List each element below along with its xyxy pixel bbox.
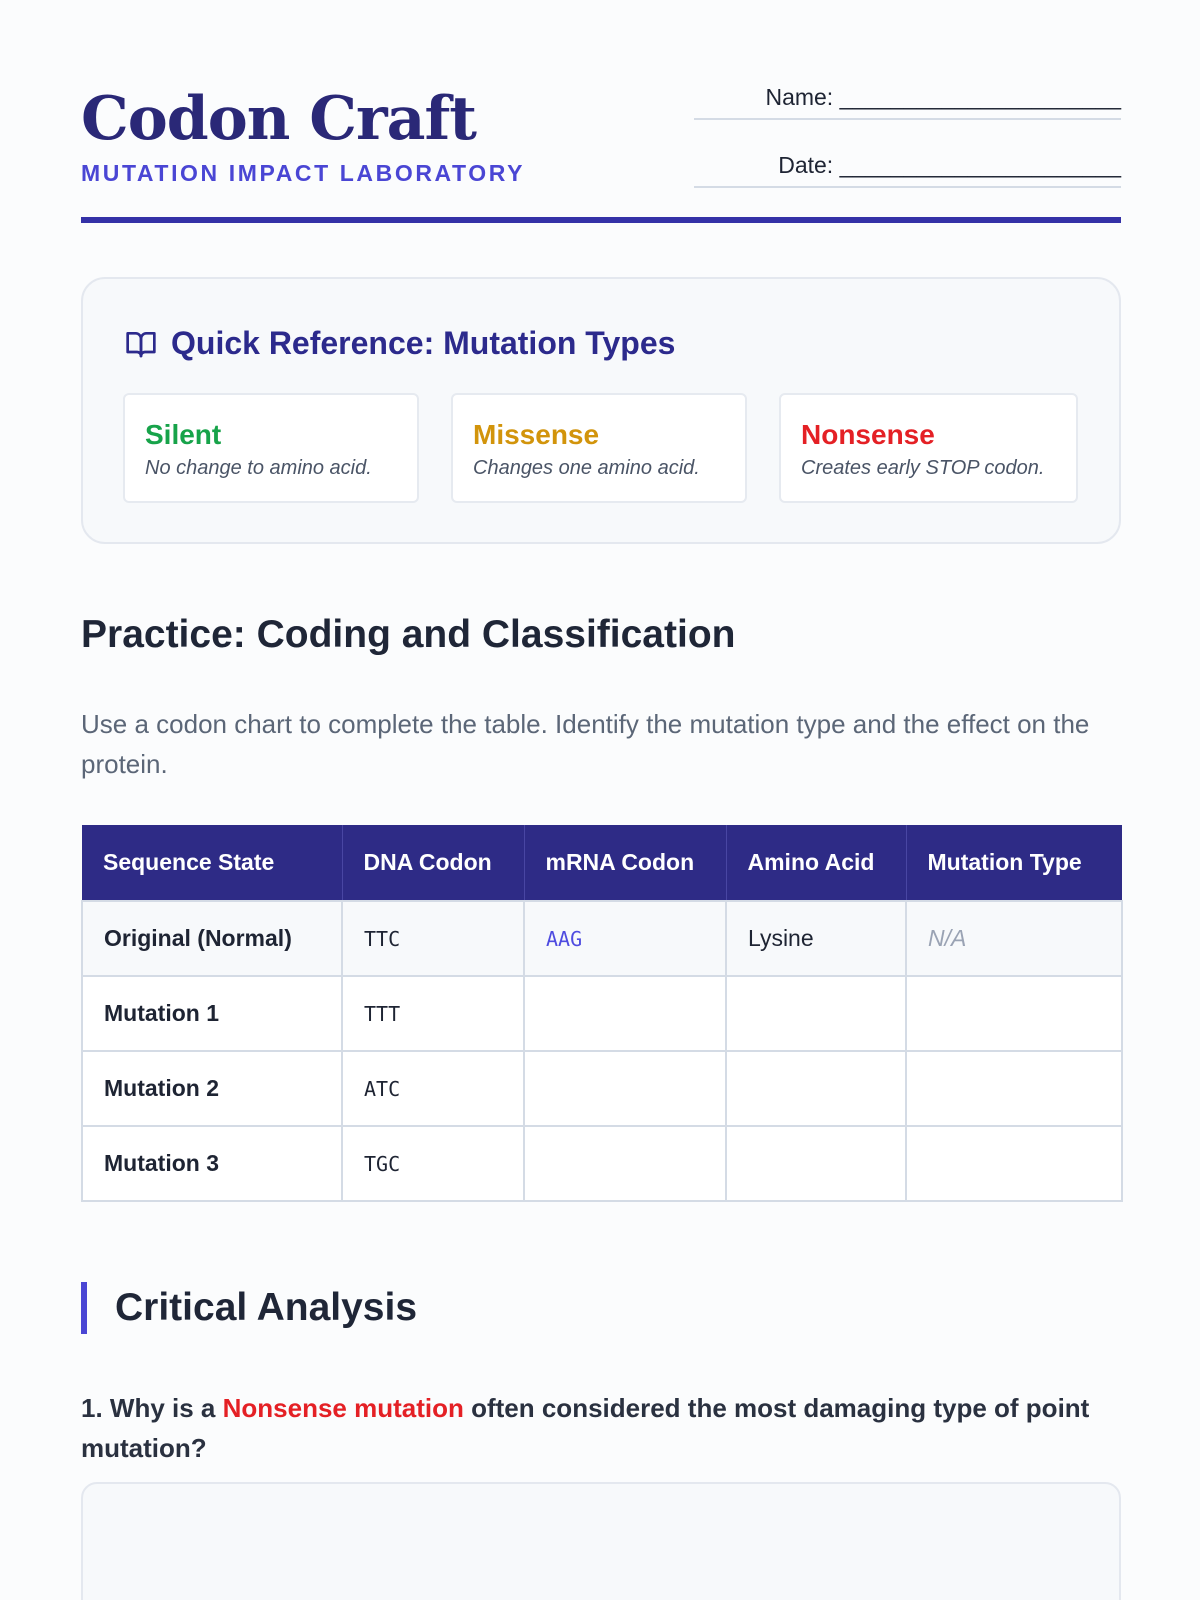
question-1-highlight: Nonsense mutation xyxy=(222,1393,464,1423)
worksheet xyxy=(81,0,1121,1463)
practice-instructions: Use a codon chart to complete the table. Identify the mutation type and the effect on the protein. xyxy=(81,709,1090,779)
quick-reference-heading xyxy=(125,325,675,362)
practice-title: Practice: Coding and Classification xyxy=(81,613,736,656)
header-mrna-codon: mRNA Codon xyxy=(524,825,726,901)
question-1-prefix: 1. Why is a xyxy=(81,1393,223,1423)
dna-codon-cell: ATC xyxy=(342,1051,524,1126)
missense-title: Missense xyxy=(473,419,600,450)
table-row xyxy=(82,1126,1122,1201)
question-1 xyxy=(81,1388,1121,1468)
header-dna-codon: DNA Codon xyxy=(342,825,524,901)
sequence-state-cell: Mutation 1 xyxy=(82,976,342,1051)
sequence-state-cell: Mutation 3 xyxy=(82,1126,342,1201)
table-row xyxy=(82,1051,1122,1126)
amino-acid-input[interactable] xyxy=(726,1051,906,1126)
nonsense-title: Nonsense xyxy=(801,419,935,450)
mrna-codon-input[interactable] xyxy=(524,976,726,1051)
table-row xyxy=(82,976,1122,1051)
dna-codon-cell: TGC xyxy=(342,1126,524,1201)
table-row xyxy=(82,901,1122,976)
date-field[interactable]: Date: ______________________ xyxy=(694,150,1121,188)
mutation-type-cell: N/A xyxy=(906,901,1122,976)
worksheet-title: Codon Craft xyxy=(81,84,477,154)
name-field[interactable]: Name: ______________________ xyxy=(694,82,1121,120)
book-open-icon xyxy=(125,328,157,360)
mutation-type-input[interactable] xyxy=(906,976,1122,1051)
amino-acid-cell: Lysine xyxy=(726,901,906,976)
silent-title: Silent xyxy=(145,419,222,450)
sequence-state-cell: Mutation 2 xyxy=(82,1051,342,1126)
worksheet-subtitle: MUTATION IMPACT LABORATORY xyxy=(81,160,526,186)
missense-description: Changes one amino acid. xyxy=(473,457,700,479)
quick-reference-panel xyxy=(81,277,1121,544)
mutation-type-input[interactable] xyxy=(906,1051,1122,1126)
dna-codon-cell: TTC xyxy=(342,901,524,976)
nonsense-card xyxy=(779,393,1078,503)
mrna-codon-input[interactable] xyxy=(524,1051,726,1126)
header-sequence-state: Sequence State xyxy=(82,825,342,901)
mutation-type-input[interactable] xyxy=(906,1126,1122,1201)
header-mutation-type: Mutation Type xyxy=(906,825,1122,901)
header xyxy=(81,0,1121,223)
table-header-row xyxy=(82,825,1122,901)
mrna-codon-input[interactable] xyxy=(524,1126,726,1201)
answer-box-1[interactable] xyxy=(81,1482,1121,1600)
header-divider xyxy=(81,217,1121,223)
amino-acid-input[interactable] xyxy=(726,976,906,1051)
sequence-state-cell: Original (Normal) xyxy=(82,901,342,976)
quick-reference-title: Quick Reference: Mutation Types xyxy=(171,325,676,361)
mrna-codon-cell: AAG xyxy=(524,901,726,976)
critical-analysis-title: Critical Analysis xyxy=(115,1286,418,1329)
codon-table xyxy=(81,825,1123,1202)
silent-description: No change to amino acid. xyxy=(145,457,372,479)
dna-codon-cell: TTT xyxy=(342,976,524,1051)
amino-acid-input[interactable] xyxy=(726,1126,906,1201)
critical-analysis-heading xyxy=(81,1282,417,1334)
silent-card xyxy=(123,393,419,503)
nonsense-description: Creates early STOP codon. xyxy=(801,457,1045,479)
header-amino-acid: Amino Acid xyxy=(726,825,906,901)
question-1-suffix: often considered the most damaging type of point mutation? xyxy=(81,1393,1090,1463)
missense-card xyxy=(451,393,747,503)
